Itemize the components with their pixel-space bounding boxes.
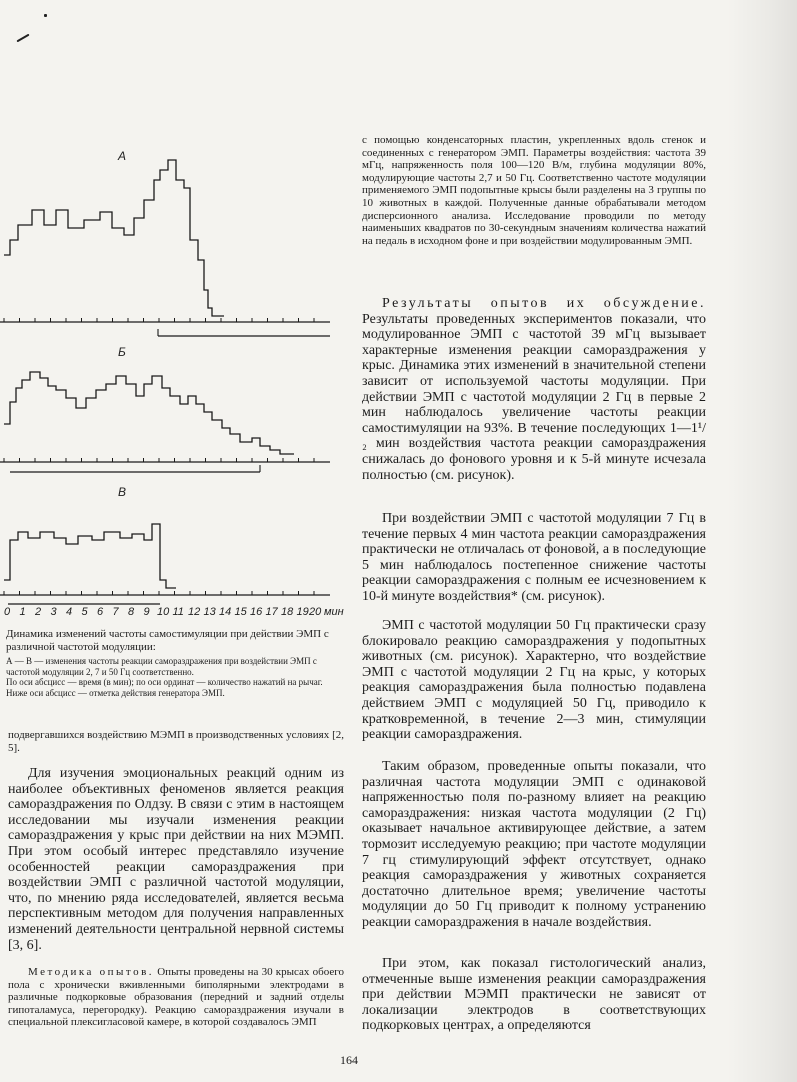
- caption-line-2: По оси абсцисс — время (в мин); по оси ординат — количество нажатий на рычаг. Ниже оси абсцисс — отметка действия генератора ЭМП.: [6, 677, 323, 698]
- x-tick-label: 18: [281, 606, 294, 618]
- x-tick-label: 6: [97, 606, 104, 618]
- right-paragraph-3: При воздействии ЭМП с частотой модуляции 7 Гц в течение первых 4 мин частота реакции самораздражения практически не отличалась от фоновой, а в последующие 5 мин наблюдалось постепенное снижение частоты реакции самораздражения с полным ее исчезновением к 10-й минуте воздействия* (см. рисунок).: [362, 511, 706, 604]
- x-tick-label: 17: [265, 606, 278, 618]
- x-tick-label: 16: [250, 606, 263, 618]
- panel-label-c: В: [118, 485, 127, 499]
- x-tick-label: 5: [81, 606, 88, 618]
- x-tick-label: 1: [19, 606, 26, 618]
- x-unit-label: мин: [324, 606, 344, 618]
- left-paragraph-1: подвергавшихся воздействию МЭМП в производственных условиях [2, 5].: [8, 729, 344, 754]
- x-tick-label: 11: [172, 606, 184, 618]
- stepwise-graph-figure: [0, 140, 344, 620]
- x-tick-label: 14: [219, 606, 232, 618]
- x-tick-label: 19: [296, 606, 309, 618]
- scan-speck: [44, 14, 47, 17]
- figure-caption: [6, 628, 346, 698]
- x-tick-label: 9: [143, 606, 150, 618]
- x-tick-label: 15: [234, 606, 247, 618]
- section-heading-methods: Методика опытов.: [28, 966, 155, 978]
- x-tick-label: 20: [309, 606, 322, 618]
- x-tick-label: 12: [188, 606, 201, 618]
- x-axis-labels: [4, 606, 344, 618]
- x-tick-label: 3: [50, 606, 57, 618]
- x-axis-ticks: [4, 318, 314, 595]
- panel-label-b: Б: [118, 345, 126, 359]
- caption-line-1: А — В — изменения частоты реакции самораздражения при воздействии ЭМП с частотой модуляции 2, 7 и 50 Гц соответственно.: [6, 656, 317, 677]
- right-paragraph-6: При этом, как показал гистологический анализ, отмеченные выше изменения реакции самораздражения при действии МЭМП практически не зависят от локализации электродов в соответствующих подкорковых центрах, а определяются: [362, 956, 706, 1034]
- x-tick-label: 0: [4, 606, 11, 618]
- left-paragraph-3: [8, 966, 344, 1029]
- page-number: 164: [340, 1053, 358, 1067]
- scan-speck: [16, 34, 29, 43]
- scan-shadow: [727, 0, 797, 1082]
- caption-title: Динамика изменений частоты самостимуляции при действии ЭМП с различной частотой модуляции:: [6, 628, 329, 653]
- x-tick-label: 4: [66, 606, 73, 618]
- x-tick-label: 10: [157, 606, 170, 618]
- right-paragraph-4: ЭМП с частотой модуляции 50 Гц практически сразу блокировало реакцию самораздражения у подопытных животных (см. рисунок). Характерно, что воздействие ЭМП с частотой модуляции 2 Гц на крыс, у которых реакция самораздражения была полностью подавлена действием ЭМП с модуляцией 50 Гц, приводило к кратковременной, в течение 2—3 мин, стимуляции реакции самораздражения.: [362, 618, 706, 743]
- right-paragraph-1: с помощью конденсаторных пластин, укрепленных вдоль стенок и соединенных с генератором ЭМП. Параметры воздействия: частота 39 мГц, напряженность поля 100—120 В/м, глубина модуляции 80%, модулирующие частоты 2,7 и 50 Гц. Соответственно частоте модуляции применяемого ЭМП подопытные крысы были разделены на 3 группы по 10 животных в каждой. Полученные данные обрабатывали методом дисперсионного анализа. Исследование проводили по методу наименьших квадратов по 30-секундным значениям количества нажатий на педаль в исходном фоне и при воздействии модулированным ЭМП.: [362, 134, 706, 247]
- x-tick-label: 13: [203, 606, 216, 618]
- results-text: Результаты проведенных экспериментов показали, что модулированное ЭМП с частотой 39 мГц вызывает характерные изменения реакции самораздражения у крыс. Динамика этих изменений в значительной степени зависит от используемой частоты модуляции. При действии ЭМП с частотой модуляции 2 Гц в первые 2 мин наблюдалось увеличение частоты реакции самостимуляции на 93%. В течение последующих 1—1¹/₂ мин воздействия частота реакции самораздражения снижалась до фонового уровня и к 5-й минуте исчезала полностью (см. рисунок).: [362, 311, 706, 483]
- x-tick-label: 7: [112, 606, 119, 618]
- trace-c: [4, 524, 176, 588]
- left-paragraph-2: Для изучения эмоциональных реакций одним из наиболее объективных феноменов является реакция самораздражения по Олдзу. В связи с этим в настоящем исследовании мы изучали изменения реакции самораздражения у крыс при действии на них МЭМП. При этом особый интерес представляло изучение особенностей реакции самораздражения при воздействии ЭМП с различной частотой модуляции, что, по мнению ряда исследователей, является весьма перспективным методом для получения направленных изменений деятельности центральной нервной системы [3, 6].: [8, 766, 344, 953]
- right-paragraph-5: Таким образом, проведенные опыты показали, что различная частота модуляции ЭМП с одинаковой напряженностью поля по-разному влияет на реакцию самораздражения: низкая частота модуляции (2 Гц) оказывает начальное активирующее действие, а затем тормозит исследуемую реакцию; при частоте модуляции 7 гц стимулирующий эффект отсутствует, однако реакция самораздражения у животных сохраняется достаточно длительное время; увеличение частоты модуляции до 50 Гц приводит к полному устранению реакции самораздражения в начале воздействия.: [362, 759, 706, 930]
- trace-b: [4, 372, 294, 454]
- x-tick-label: 8: [128, 606, 135, 618]
- trace-a: [4, 160, 224, 316]
- right-paragraph-2: [362, 296, 706, 483]
- methods-text: Опыты проведены на 30 крысах обоего пола с хронически вживленными биполярными электродами в различные подкорковые образования (передний и задний отделы гипоталамуса, перегородку). Реакцию самораздражения изучали в специальной плексигласовой камере, в которой создавалось ЭМП: [8, 966, 344, 1029]
- panel-label-a: А: [118, 149, 127, 163]
- x-tick-label: 2: [35, 606, 42, 618]
- section-heading-results: Результаты опытов их обсуждение.: [382, 296, 706, 311]
